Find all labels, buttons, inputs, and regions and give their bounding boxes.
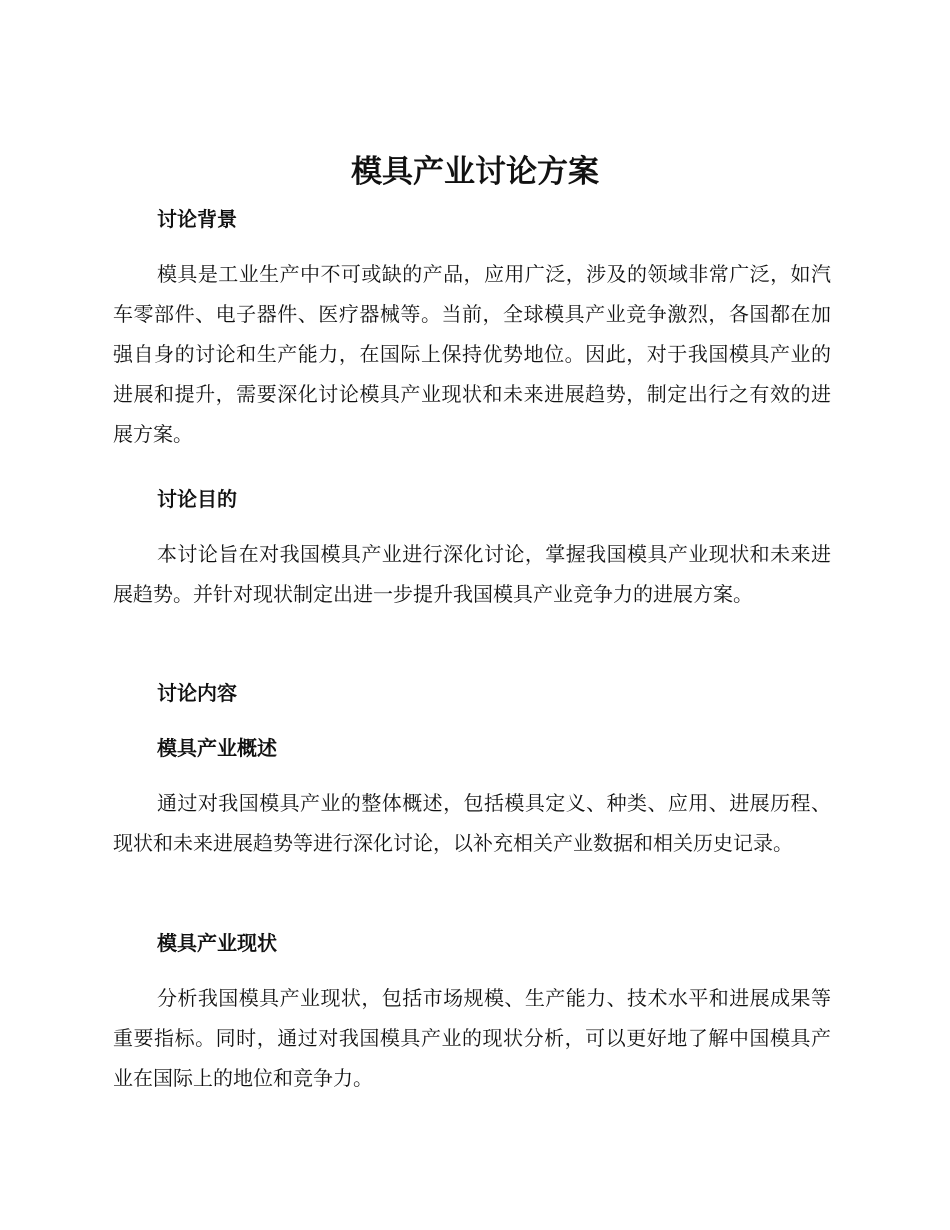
section-heading-content: 讨论内容	[157, 681, 237, 705]
section-heading-overview: 模具产业概述	[157, 736, 277, 760]
section-heading-background: 讨论背景	[157, 207, 237, 231]
section-body-background: 模具是工业生产中不可或缺的产品，应用广泛，涉及的领域非常广泛，如汽车零部件、电子器件、医疗器械等。当前，全球模具产业竞争激烈，各国都在加强自身的讨论和生产能力，在国际上保持优势地位。因此，对于我国模具产业的进展和提升，需要深化讨论模具产业现状和未来进展趋势，制定出行之有效的进展方案。	[113, 262, 831, 446]
page-title: 模具产业讨论方案	[351, 154, 599, 190]
section-body-status: 分析我国模具产业现状，包括市场规模、生产能力、技术水平和进展成果等重要指标。同时，通过对我国模具产业的现状分析，可以更好地了解中国模具产业在国际上的地位和竞争力。	[113, 986, 831, 1090]
section-heading-purpose: 讨论目的	[157, 487, 237, 511]
section-heading-status: 模具产业现状	[157, 931, 277, 955]
section-body-purpose: 本讨论旨在对我国模具产业进行深化讨论，掌握我国模具产业现状和未来进展趋势。并针对现状制定出进一步提升我国模具产业竞争力的进展方案。	[113, 542, 831, 606]
section-body-overview: 通过对我国模具产业的整体概述，包括模具定义、种类、应用、进展历程、现状和未来进展趋势等进行深化讨论，以补充相关产业数据和相关历史记录。	[113, 791, 831, 855]
